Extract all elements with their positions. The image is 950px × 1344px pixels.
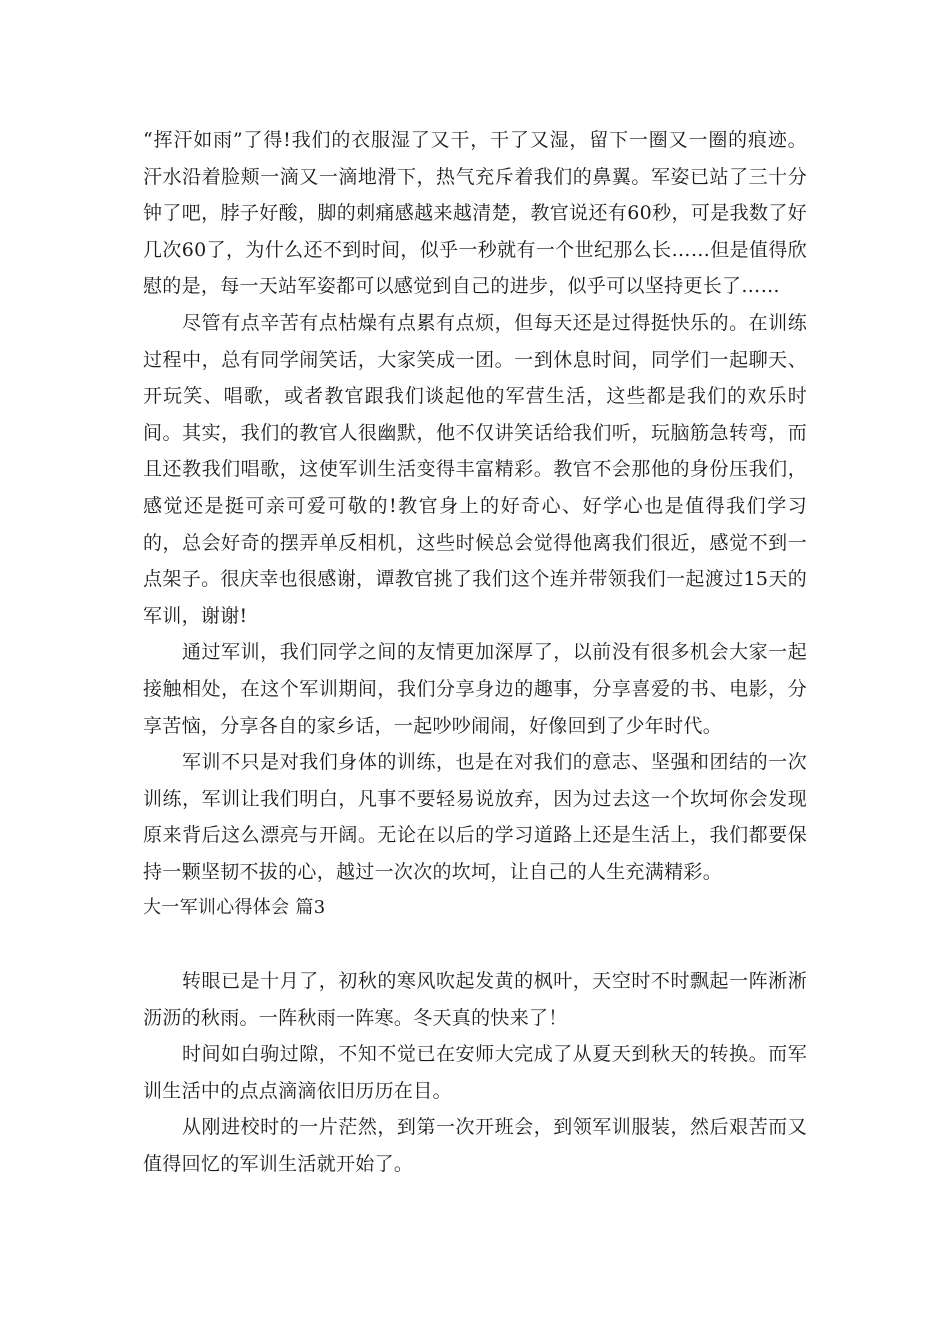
paragraph-happy-training: 尽管有点辛苦有点枯燥有点累有点烦，但每天还是过得挺快乐的。在训练过程中，总有同学闹笑话，大家笑成一团。一到休息时间，同学们一起聊天、开玩笑、唱歌，或者教官跟我们谈起他的军营生活，这些都是我们的欢乐时间。其实，我们的教官人很幽默，他不仅讲笑话给我们听，玩脑筋急转弯，而且还教我们唱歌，这使军训生活变得丰富精彩。教官不会那他的身份压我们，感觉还是挺可亲可爱可敬的!教官身上的好奇心、好学心也是值得我们学习的，总会好奇的摆弄单反相机，这些时候总会觉得他离我们很近，感觉不到一点架子。很庆幸也很感谢，谭教官挑了我们这个连并带领我们一起渡过15天的军训，谢谢! [143, 311, 807, 627]
section-gap [143, 927, 807, 963]
section-heading: 大一军训心得体会 篇3 [143, 897, 326, 919]
paragraph-will-training: 军训不只是对我们身体的训练，也是在对我们的意志、坚强和团结的一次训练，军训让我们明白，凡事不要轻易说放弃，因为过去这一个坎坷你会发现原来背后这么漂亮与开阔。无论在以后的学习道路上还是生活上，我们都要保持一颗坚韧不拔的心，越过一次次的坎坷，让自己的人生充满精彩。 [143, 751, 807, 883]
document-body [143, 122, 807, 1183]
paragraph-time-flies: 时间如白驹过隙，不知不觉已在安师大完成了从夏天到秋天的转换。而军训生活中的点点滴滴依旧历历在目。 [143, 1043, 807, 1102]
paragraph-sweat: “挥汗如雨”了得!我们的衣服湿了又干，干了又湿，留下一圈又一圈的痕迹。汗水沿着脸颊一滴又一滴地滑下，热气充斥着我们的鼻翼。军姿已站了三十分钟了吧，脖子好酸，脚的刺痛感越来越清楚，教官说还有60秒，可是我数了好几次60了，为什么还不到时间，似乎一秒就有一个世纪那么长……但是值得欣慰的是，每一天站军姿都可以感觉到自己的进步，似乎可以坚持更长了…… [143, 129, 807, 298]
paragraph-october: 转眼已是十月了，初秋的寒风吹起发黄的枫叶，天空时不时飘起一阵淅淅沥沥的秋雨。一阵秋雨一阵寒。冬天真的快来了！ [143, 970, 807, 1029]
paragraph-start-of-training: 从刚进校时的一片茫然，到第一次开班会，到领军训服装，然后艰苦而又值得回忆的军训生活就开始了。 [143, 1116, 807, 1176]
paragraph-friendship: 通过军训，我们同学之间的友情更加深厚了，以前没有很多机会大家一起接触相处，在这个军训期间，我们分享身边的趣事，分享喜爱的书、电影，分享苦恼，分享各自的家乡话，一起吵吵闹闹，好像回到了少年时代。 [143, 641, 807, 737]
